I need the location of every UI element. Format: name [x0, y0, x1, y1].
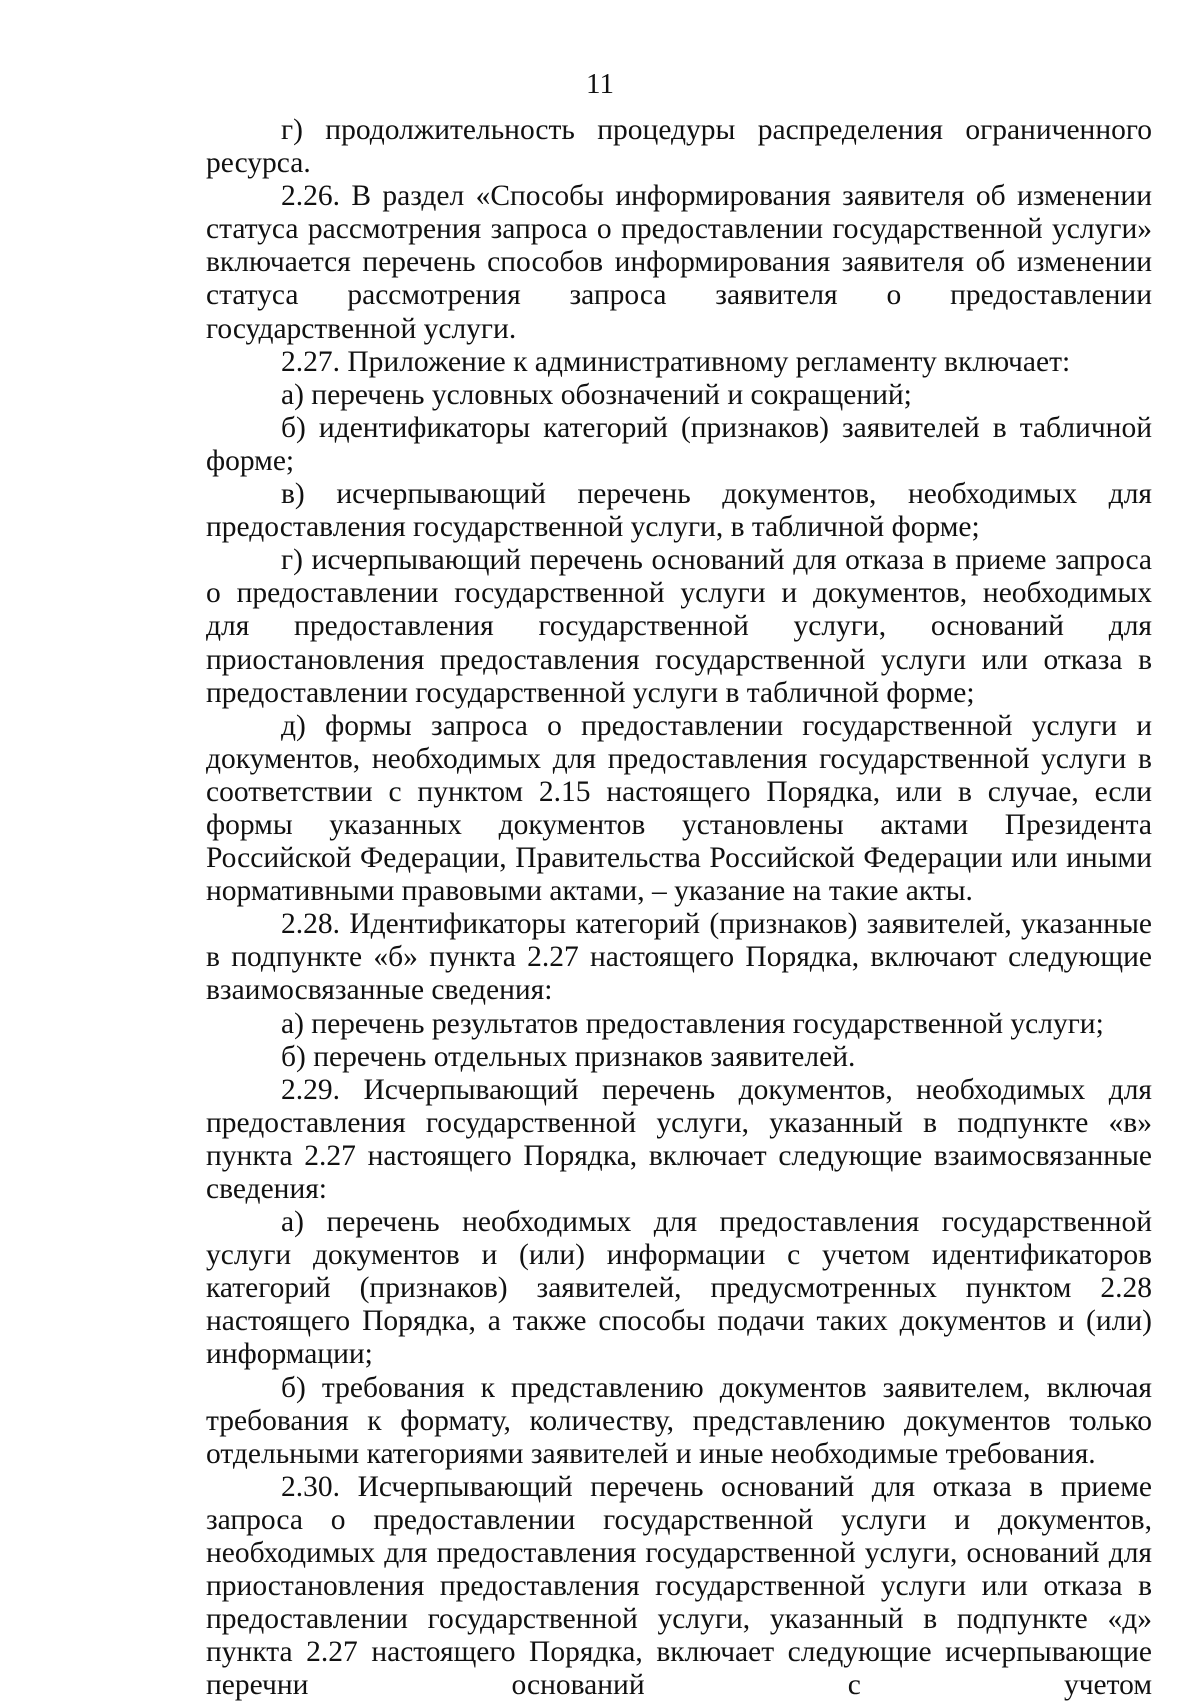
- paragraph-2-29: 2.29. Исчерпывающий перечень документов, необходимых для предоставления государственной услуги, указанный в подпункте «в» пункта 2.27 настоящего Порядка, включает следующие взаимосвязанные сведения:: [206, 1073, 1152, 1205]
- paragraph-1: г) продолжительность процедуры распределения ограниченного ресурса.: [206, 114, 1152, 180]
- paragraph-2-28: 2.28. Идентификаторы категорий (признаков) заявителей, указанные в подпункте «б» пункта 2.27 настоящего Порядка, включают следующие взаимосвязанные сведения:: [206, 908, 1152, 1007]
- paragraph-2-28-a: а) перечень результатов предоставления государственной услуги;: [281, 1007, 1104, 1040]
- document-body: [206, 114, 1152, 1703]
- page-number: 11: [586, 68, 614, 100]
- paragraph-2-28-b: б) перечень отдельных признаков заявителей.: [281, 1040, 856, 1073]
- paragraph-2-27-b: б) идентификаторы категорий (признаков) заявителей в табличной форме;: [206, 411, 1152, 477]
- paragraph-2-30: 2.30. Исчерпывающий перечень оснований для отказа в приеме запроса о предоставлении государственной услуги и документов, необходимых для предоставления государственной услуги, оснований для приостановления предоставления государственной услуги или отказа в предоставлении государственной услуги, указанный в подпункте «д» пункта 2.27 настоящего Порядка, включает следующие исчерпывающие перечни оснований с учетом: [206, 1470, 1152, 1702]
- paragraph-2-27-v: в) исчерпывающий перечень документов, необходимых для предоставления государственной услуги, в табличной форме;: [206, 478, 1152, 544]
- paragraph-2-27-d: д) формы запроса о предоставлении государственной услуги и документов, необходимых для предоставления государственной услуги в соответствии с пунктом 2.15 настоящего Порядка, или в случае, если формы указанных документов установлены актами Президента Российской Федерации, Правительства Российской Федерации или иными нормативными правовыми актами, – указание на такие акты.: [206, 709, 1152, 908]
- paragraph-2-26: 2.26. В раздел «Способы информирования заявителя об изменении статуса рассмотрения запроса о предоставлении государственной услуги» включается перечень способов информирования заявителя об изменении статуса рассмотрения запроса заявителя о предоставлении государственной услуги.: [206, 180, 1152, 345]
- paragraph-2-27-g: г) исчерпывающий перечень оснований для отказа в приеме запроса о предоставлении государственной услуги и документов, необходимых для предоставления государственной услуги, оснований для приостановления предоставления государственной услуги или отказа в предоставлении государственной услуги в табличной форме;: [206, 544, 1152, 709]
- paragraph-2-27: 2.27. Приложение к административному регламенту включает:: [281, 345, 1071, 378]
- paragraph-2-29-a: а) перечень необходимых для предоставления государственной услуги документов и (или) информации с учетом идентификаторов категорий (признаков) заявителей, предусмотренных пунктом 2.28 настоящего Порядка, а также способы подачи таких документов и (или) информации;: [206, 1206, 1152, 1371]
- paragraph-2-27-a: а) перечень условных обозначений и сокращений;: [281, 378, 912, 411]
- paragraph-2-29-b: б) требования к представлению документов заявителем, включая требования к формату, количеству, представлению документов только отдельными категориями заявителей и иные необходимые требования.: [206, 1371, 1152, 1470]
